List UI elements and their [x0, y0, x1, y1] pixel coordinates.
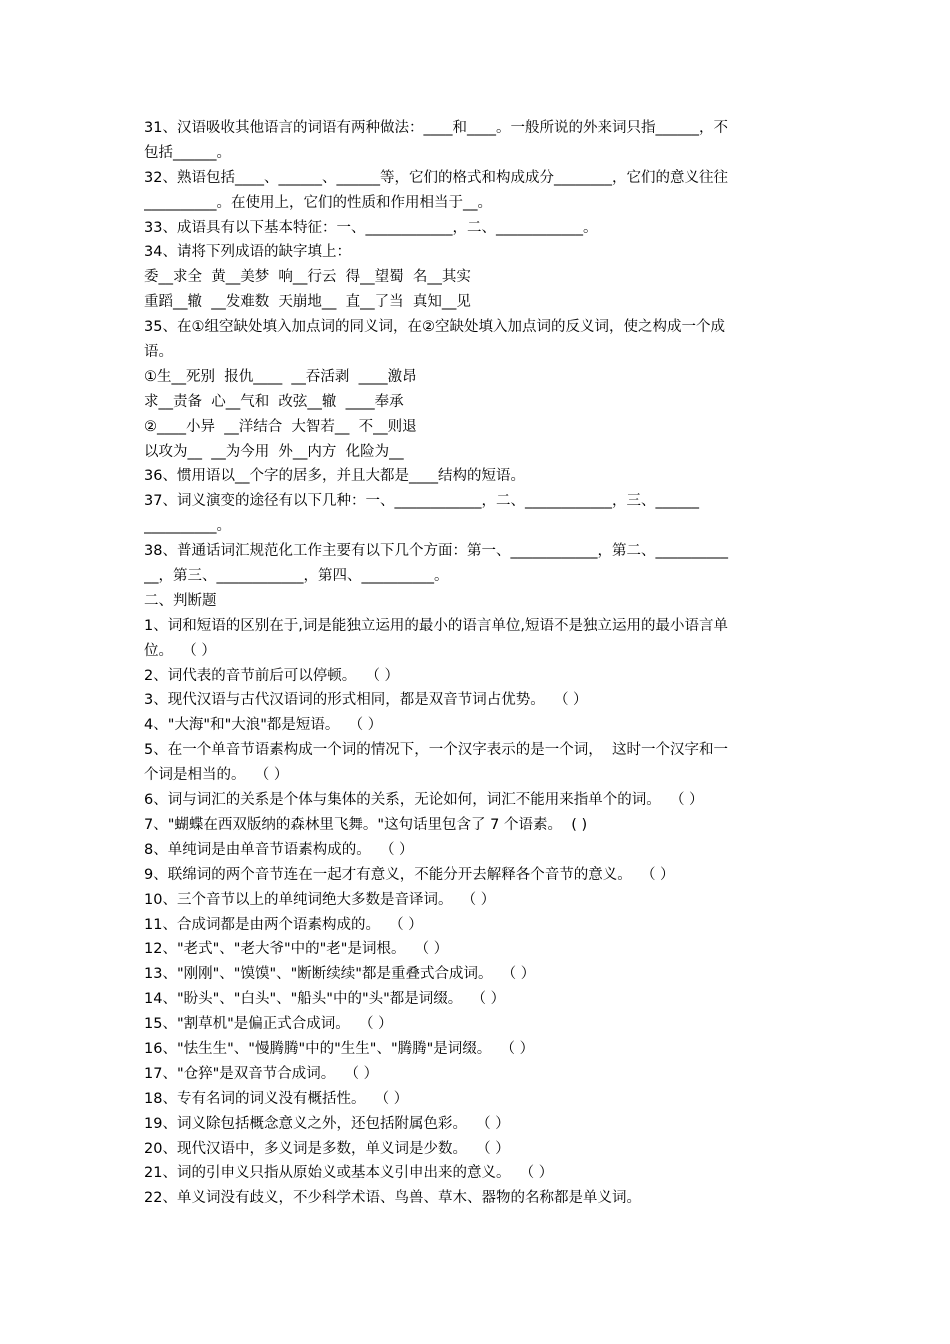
text-line: 位。 （ ） — [144, 642, 216, 659]
text-line: 以攻为__ __为今用 外__内方 化险为__ — [144, 443, 404, 460]
text-line: 2、词代表的音节前后可以停顿。 （ ） — [144, 667, 400, 684]
text-line: 21、词的引申义只指从原始义或基本义引申出来的意义。 （ ） — [144, 1165, 554, 1182]
text-line: 1、词和短语的区别在于,词是能独立运用的最小的语言单位,短语不是独立运用的最小语言单 — [144, 617, 728, 634]
text-line: 34、请将下列成语的缺字填上： — [144, 244, 351, 261]
text-line: 9、联绵词的两个音节连在一起才有意义，不能分开去解释各个音节的意义。 （ ） — [144, 866, 675, 883]
text-line: 20、现代汉语中，多义词是多数，单义词是少数。 （ ） — [144, 1140, 510, 1157]
text-line: 33、成语具有以下基本特征：一、____________，二、____________。 — [144, 219, 598, 236]
text-line: 38、普通话词汇规范化工作主要有以下几个方面：第一、____________，第二、__________ — [144, 543, 728, 560]
text-line: 5、在一个单音节语素构成一个词的情况下，一个汉字表示的是一个词， 这时一个汉字和一 — [144, 742, 728, 759]
text-line: 10、三个音节以上的单纯词绝大多数是音译词。 （ ） — [144, 891, 496, 908]
text-line: 14、"盼头"、"白头"、"船头"中的"头"都是词缀。 （ ） — [144, 991, 506, 1008]
text-line: 19、词义除包括概念意义之外，还包括附属色彩。 （ ） — [144, 1115, 510, 1132]
text-line: 8、单纯词是由单音节语素构成的。 （ ） — [144, 841, 414, 858]
text-line: 11、合成词都是由两个语素构成的。 （ ） — [144, 916, 423, 933]
text-line: 3、现代汉语与古代汉语词的形式相同，都是双音节词占优势。 （ ） — [144, 692, 588, 709]
text-line: 22、单义词没有歧义，不少科学术语、鸟兽、草木、器物的名称都是单义词。 — [144, 1190, 641, 1207]
text-line: 求__责备 心__气和 改弦__辙 ____奉承 — [144, 393, 404, 410]
text-line: __________。在使用上，它们的性质和作用相当于__。 — [144, 194, 492, 211]
text-line: 4、"大海"和"大浪"都是短语。 （ ） — [144, 717, 383, 734]
text-line: 重蹈__辙 __发难数 天崩地__ 直__了当 真知__见 — [144, 294, 471, 311]
document-page — [144, 116, 812, 1211]
text-line: 个词是相当的。 （ ） — [144, 767, 289, 784]
text-line: 18、专有名词的词义没有概括性。 （ ） — [144, 1090, 409, 1107]
text-line: 37、词义演变的途径有以下几种：一、____________，二、____________，三、______ — [144, 493, 699, 510]
text-line: 12、"老式"、"老大爷"中的"老"是词根。 （ ） — [144, 941, 449, 958]
text-line: 15、"割草机"是偏正式合成词。 （ ） — [144, 1016, 393, 1033]
text-line: 16、"怯生生"、"慢腾腾"中的"生生"、"腾腾"是词缀。 （ ） — [144, 1040, 535, 1057]
text-line: 语。 — [144, 344, 173, 361]
text-line: 31、汉语吸收其他语言的词语有两种做法：____和____。一般所说的外来词只指______，不 — [144, 120, 728, 136]
text-line: 32、熟语包括____、______、______等，它们的格式和构成成分________，它们的意义往往 — [144, 169, 728, 186]
text-line: 17、"仓猝"是双音节合成词。 （ ） — [144, 1065, 379, 1082]
text-line: 6、词与词汇的关系是个体与集体的关系，无论如何，词汇不能用来指单个的词。 （ ） — [144, 792, 704, 809]
text-line: ①生__死别 报仇____ __吞活剥 ____激昂 — [144, 368, 417, 385]
section-heading: 二、判断题 — [144, 592, 217, 609]
text-line: 36、惯用语以__个字的居多，并且大都是____结构的短语。 — [144, 468, 525, 485]
text-line: 包括______。 — [144, 144, 231, 161]
text-line: __________。 — [144, 518, 231, 535]
text-line: 7、"蝴蝶在西双版纳的森林里飞舞。"这句话里包含了 7 个语素。 ( ) — [144, 816, 588, 833]
text-line: 13、"刚刚"、"馍馍"、"断断续续"都是重叠式合成词。 （ ） — [144, 966, 536, 983]
text-line: 35、在①组空缺处填入加点词的同义词，在②空缺处填入加点词的反义词，使之构成一个成 — [144, 319, 725, 336]
text-line: 委__求全 黄__美梦 响__行云 得__望蜀 名__其实 — [144, 269, 471, 286]
text-line: ②____小异 __洋结合 大智若__ 不__则退 — [144, 418, 417, 435]
text-line: __，第三、____________，第四、__________。 — [144, 568, 449, 585]
